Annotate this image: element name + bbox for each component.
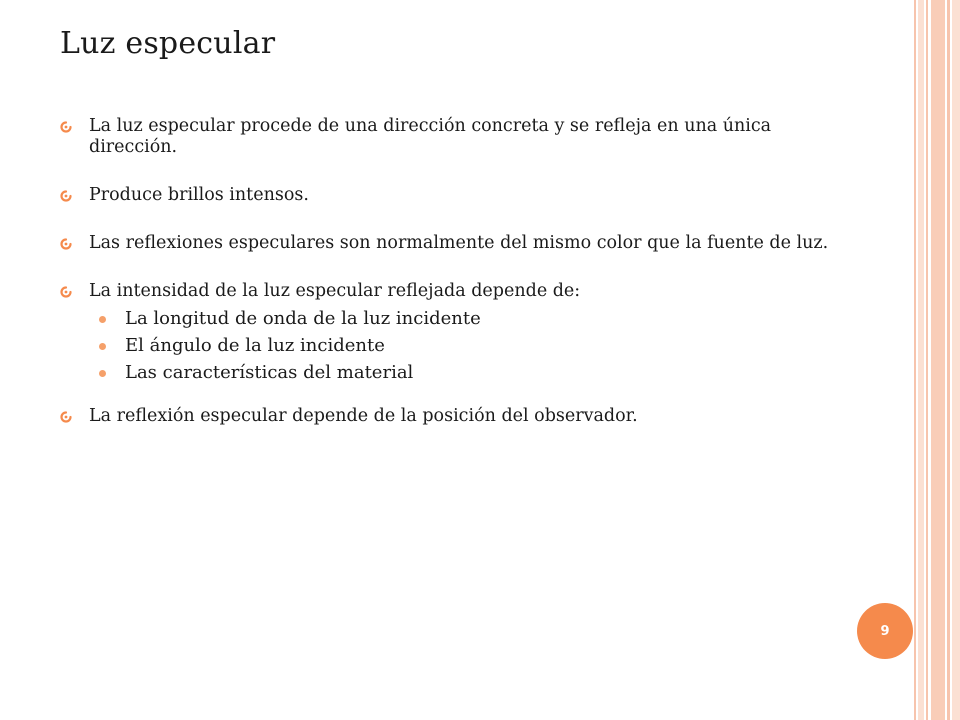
swirl-bullet-icon bbox=[60, 411, 72, 423]
bullet-item bbox=[60, 116, 840, 158]
bullet-text: La intensidad de la luz especular reflejada depende de: bbox=[89, 281, 581, 301]
stripe bbox=[952, 0, 960, 720]
swirl-bullet-icon bbox=[60, 238, 72, 250]
dot-icon bbox=[99, 316, 106, 323]
stripe bbox=[931, 0, 945, 720]
bullet-item bbox=[60, 406, 840, 427]
bullet-text: La reflexión especular depende de la posición del observador. bbox=[89, 406, 638, 426]
dot-icon bbox=[99, 343, 106, 350]
bullet-item bbox=[60, 185, 840, 206]
stripe bbox=[926, 0, 928, 720]
bullet-list bbox=[60, 116, 840, 454]
bullet-text: Produce brillos intensos. bbox=[89, 185, 309, 205]
slide-title: Luz especular bbox=[60, 26, 276, 61]
stripe bbox=[914, 0, 916, 720]
sub-bullet-text: La longitud de onda de la luz incidente bbox=[125, 308, 481, 329]
stripe bbox=[947, 0, 950, 720]
dot-icon bbox=[99, 370, 106, 377]
bullet-item bbox=[60, 233, 840, 254]
sub-bullet-list bbox=[89, 308, 840, 384]
sub-bullet-item bbox=[89, 308, 840, 330]
bullet-item bbox=[60, 281, 840, 384]
swirl-bullet-icon bbox=[60, 121, 72, 133]
sub-bullet-item bbox=[89, 335, 840, 357]
bullet-text: Las reflexiones especulares son normalmente del mismo color que la fuente de luz. bbox=[89, 233, 829, 253]
swirl-bullet-icon bbox=[60, 286, 72, 298]
swirl-bullet-icon bbox=[60, 190, 72, 202]
bullet-text: La luz especular procede de una dirección concreta y se refleja en una única dirección. bbox=[89, 116, 772, 157]
sub-bullet-text: El ángulo de la luz incidente bbox=[125, 335, 385, 356]
sub-bullet-item bbox=[89, 362, 840, 384]
page-number-badge: 9 bbox=[857, 603, 913, 659]
stripe bbox=[918, 0, 924, 720]
decorative-stripes bbox=[914, 0, 960, 720]
sub-bullet-text: Las características del material bbox=[125, 362, 414, 383]
